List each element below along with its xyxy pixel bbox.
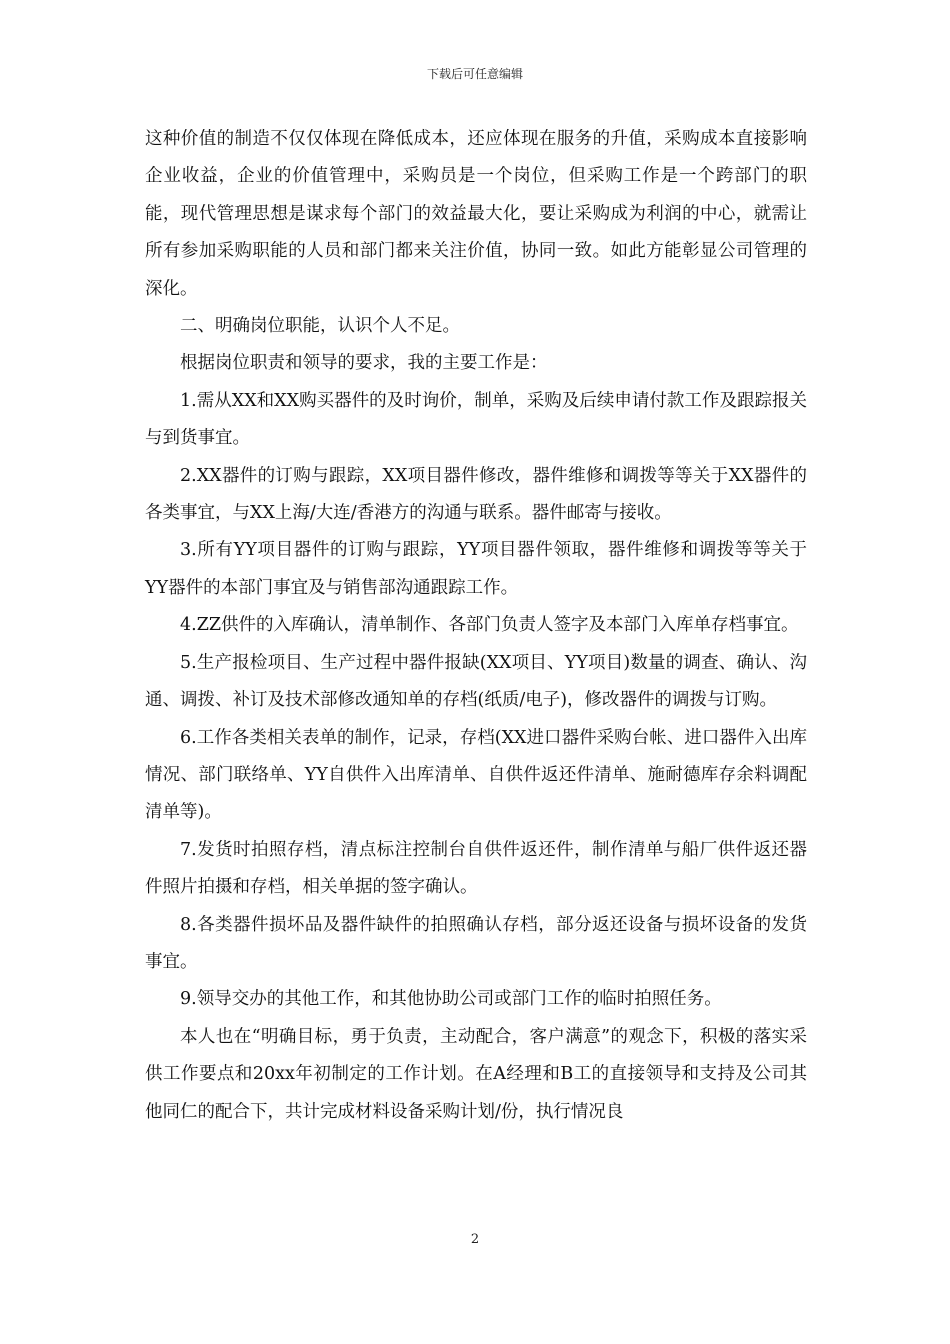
- list-item-4: 4.ZZ供件的入库确认，清单制作、各部门负责人签字及本部门入库单存档事宜。: [180, 615, 799, 636]
- paragraph-main-duties-intro: 根据岗位职责和领导的要求，我的主要工作是：: [180, 353, 548, 374]
- list-item-1: 1.需从XX和XX购买器件的及时询价，制单，采购及后续申请付款工作及跟踪报关与到货事宜。: [145, 390, 807, 449]
- paragraph-work-summary: 本人也在“明确目标，勇于负责，主动配合，客户满意”的观念下，积极的落实采供工作要点和20xx年初制定的工作计划。在A经理和B工的直接领导和支持及公司其他同仁的配合下，共计完成材料设备采购计划/份，执行情况良: [145, 1026, 807, 1122]
- list-item-3: 3.所有YY项目器件的订购与跟踪，YY项目器件领取，器件维修和调拨等等关于YY器件的本部门事宜及与销售部沟通跟踪工作。: [145, 540, 807, 598]
- list-item-6: 6.工作各类相关表单的制作，记录，存档(XX进口器件采购台帐、进口器件入出库情况、部门联络单、YY自供件入出库清单、自供件返还件清单、施耐德库存余料调配清单等)。: [145, 727, 807, 823]
- list-item-7: 7.发货时拍照存档，清点标注控制台自供件返还件，制作清单与船厂供件返还器件照片拍摄和存档，相关单据的签字确认。: [145, 839, 807, 898]
- list-item-5: 5.生产报检项目、生产过程中器件报缺(XX项目、YY项目)数量的调查、确认、沟通、调拨、补订及技术部修改通知单的存档(纸质/电子)，修改器件的调拨与订购。: [145, 652, 807, 711]
- document-body: [145, 121, 807, 1131]
- paragraph-value-creation: 这种价值的制造不仅仅体现在降低成本，还应体现在服务的升值，采购成本直接影响企业收益，企业的价值管理中，采购员是一个岗位，但采购工作是一个跨部门的职能，现代管理思想是谋求每个部门的效益最大化，要让采购成为利润的中心，就需让所有参加采购职能的人员和部门都来关注价值，协同一致。如此方能彰显公司管理的深化。: [145, 129, 807, 299]
- list-item-9: 9.领导交办的其他工作，和其他协助公司或部门工作的临时拍照任务。: [180, 989, 722, 1010]
- list-item-2: 2.XX器件的订购与跟踪，XX项目器件修改，器件维修和调拨等等关于XX器件的各类事宜，与XX上海/大连/香港方的沟通与联系。器件邮寄与接收。: [145, 465, 807, 524]
- list-item-8: 8.各类器件损坏品及器件缺件的拍照确认存档，部分返还设备与损坏设备的发货事宜。: [145, 914, 807, 972]
- section-heading-2: 二、明确岗位职能，认识个人不足。: [180, 316, 460, 337]
- page-number: 2: [470, 1232, 480, 1247]
- page-header: 下载后可任意编辑: [426, 67, 523, 81]
